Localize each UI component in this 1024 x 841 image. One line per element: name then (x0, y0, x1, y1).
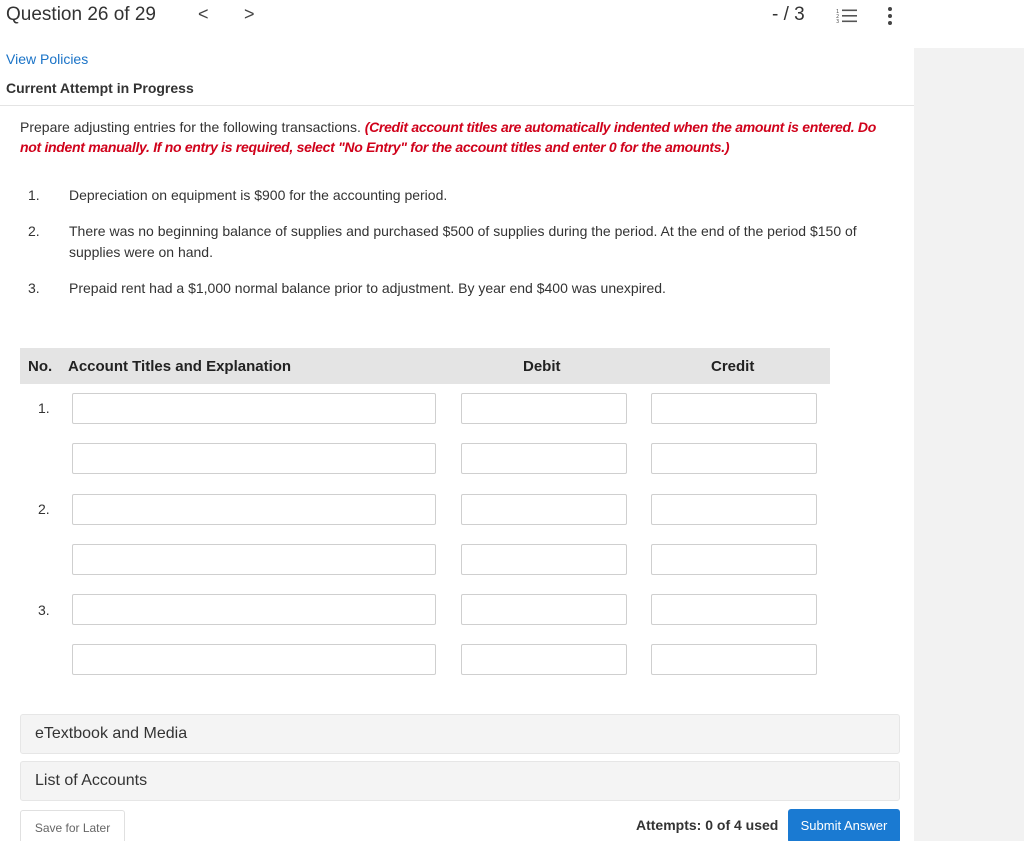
debit-input[interactable] (461, 443, 627, 474)
svg-text:2: 2 (836, 14, 840, 20)
credit-input[interactable] (651, 494, 817, 525)
credit-input[interactable] (651, 594, 817, 625)
transaction-text: Prepaid rent had a $1,000 normal balance prior to adjustment. By year end $400 was unexpired. (69, 280, 666, 296)
transaction-number: 3. (28, 280, 40, 296)
previous-question-button[interactable]: < (198, 4, 209, 24)
transaction-text: There was no beginning balance of supplies and purchased $500 of supplies during the period. At the end of the period $150 of supplies were on hand. (69, 223, 857, 260)
credit-input[interactable] (651, 443, 817, 474)
submit-answer-button[interactable]: Submit Answer (788, 809, 900, 841)
debit-input[interactable] (461, 393, 627, 424)
transaction-number: 2. (28, 223, 40, 239)
question-panel (0, 48, 914, 841)
instructions-text: Prepare adjusting entries for the following transactions. (20, 119, 365, 135)
question-list-icon[interactable] (836, 7, 858, 25)
top-bar (0, 0, 1024, 48)
column-header-no: No. (28, 358, 53, 375)
transaction-text: Depreciation on equipment is $900 for the accounting period. (69, 187, 448, 203)
instructions-emphasis: (Credit account titles are automatically indented when the amount is entered. Do not indent manually. If no entry is required, select "No Entry" for the account titles and enter 0 for the amounts.) (20, 119, 876, 155)
debit-input[interactable] (461, 494, 627, 525)
svg-text:3: 3 (836, 19, 840, 25)
debit-input[interactable] (461, 594, 627, 625)
column-header-credit: Credit (711, 358, 755, 375)
question-counter: Question 26 of 29 (6, 4, 156, 25)
credit-input[interactable] (651, 393, 817, 424)
attempts-counter: Attempts: 0 of 4 used (636, 817, 779, 833)
credit-input[interactable] (651, 644, 817, 675)
debit-input[interactable] (461, 644, 627, 675)
entry-number: 2. (38, 501, 50, 517)
account-title-select[interactable] (72, 393, 436, 424)
attempt-status: Current Attempt in Progress (6, 80, 194, 96)
instructions (20, 117, 900, 157)
credit-input[interactable] (651, 544, 817, 575)
transaction-number: 1. (28, 187, 40, 203)
view-policies-link[interactable]: View Policies (6, 51, 89, 67)
account-title-select[interactable] (72, 544, 436, 575)
list-of-accounts-label: List of Accounts (35, 772, 148, 789)
save-for-later-button[interactable]: Save for Later (20, 810, 125, 841)
etextbook-accordion[interactable] (20, 714, 900, 754)
etextbook-label: eTextbook and Media (35, 725, 188, 742)
score-display: - / 3 (772, 4, 805, 25)
list-of-accounts-accordion[interactable] (20, 761, 900, 801)
svg-text:1: 1 (836, 9, 840, 15)
journal-header (20, 348, 830, 384)
more-options-icon[interactable] (886, 6, 894, 26)
entry-number: 1. (38, 400, 50, 416)
column-header-account: Account Titles and Explanation (68, 358, 292, 375)
account-title-select[interactable] (72, 644, 436, 675)
column-header-debit: Debit (523, 358, 561, 375)
account-title-select[interactable] (72, 494, 436, 525)
account-title-select[interactable] (72, 443, 436, 474)
next-question-button[interactable]: > (244, 4, 255, 24)
entry-number: 3. (38, 602, 50, 618)
debit-input[interactable] (461, 544, 627, 575)
divider (0, 105, 914, 106)
account-title-select[interactable] (72, 594, 436, 625)
